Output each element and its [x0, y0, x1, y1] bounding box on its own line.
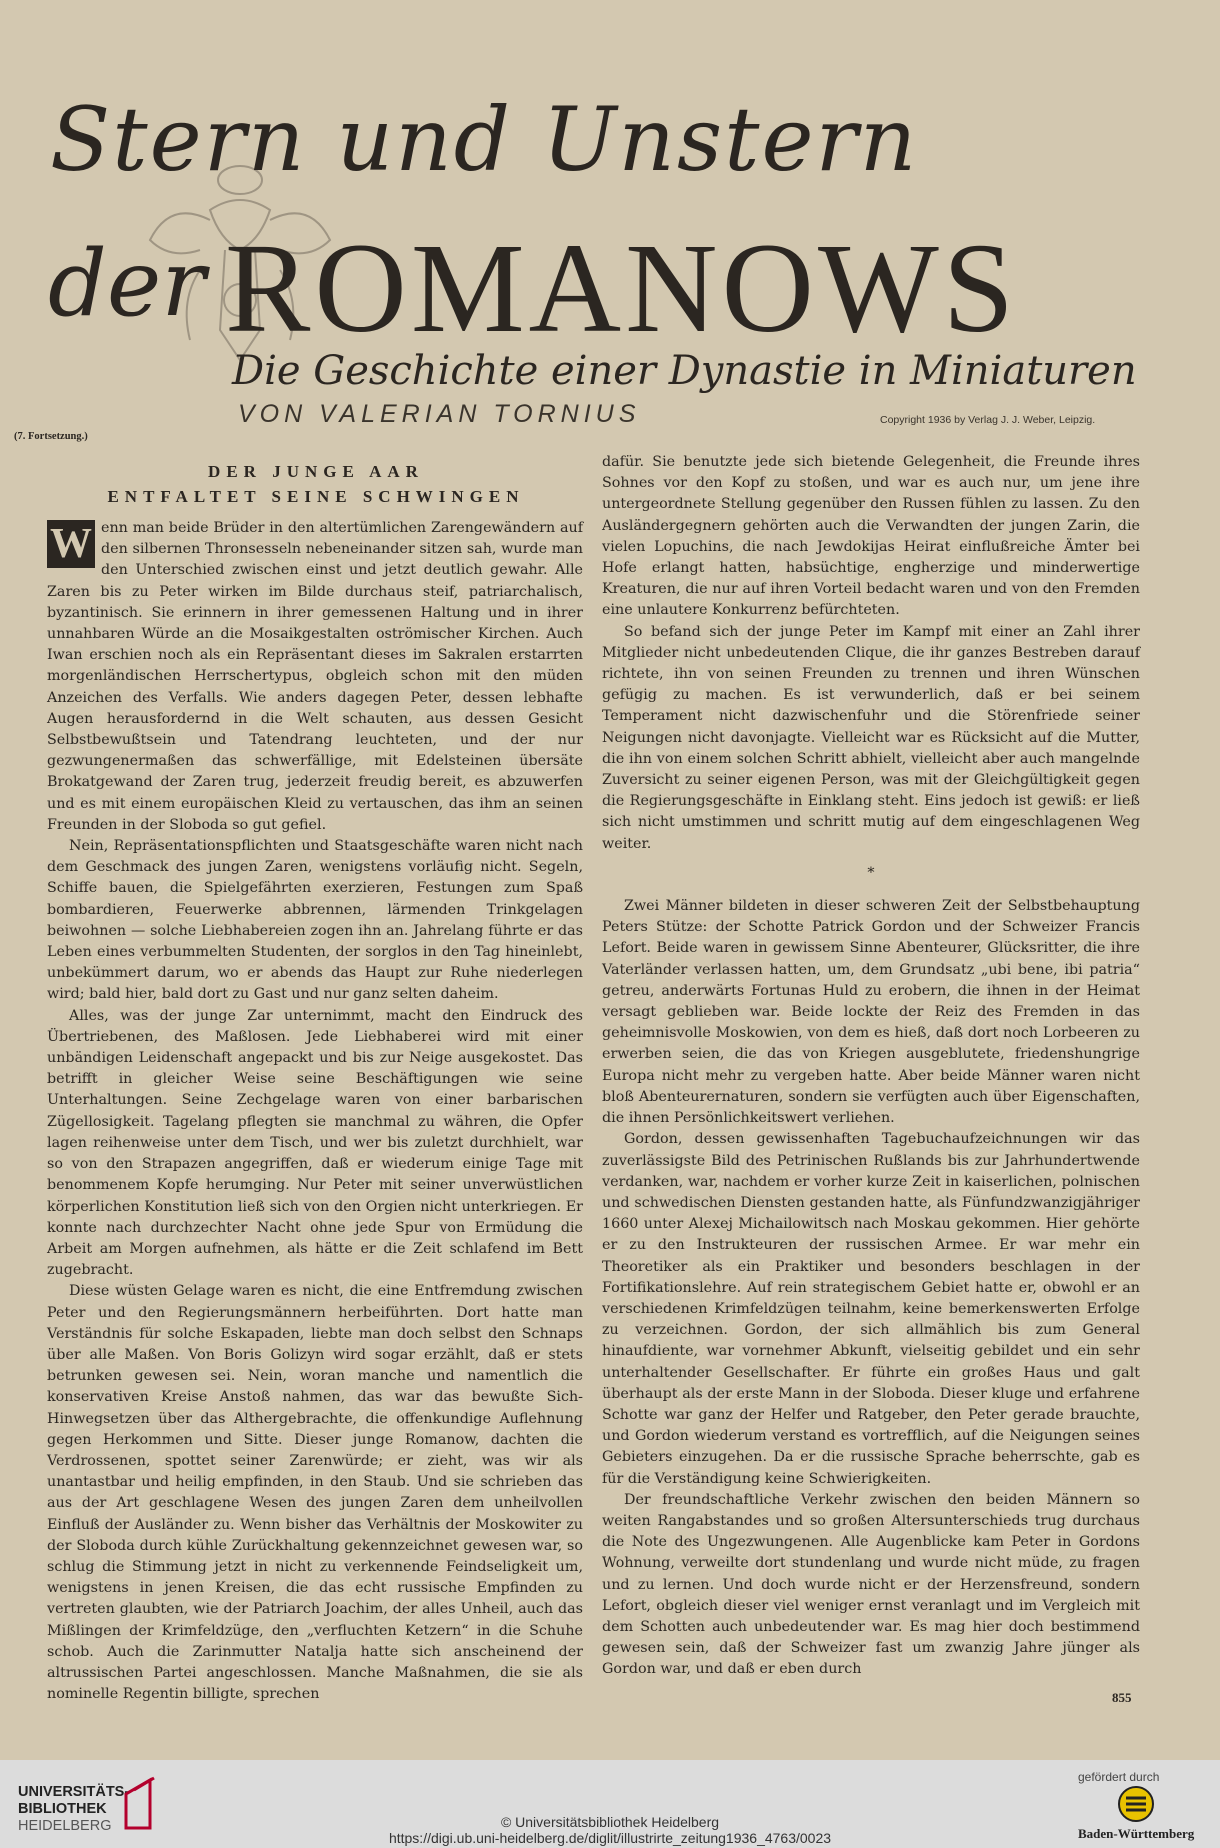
footer-url[interactable]: https://digi.ub.uni-heidelberg.de/diglit/illustrirte_zeitung1936_4763/0023 — [388, 1830, 832, 1846]
title-der: der — [48, 230, 206, 337]
library-name[interactable]: UNIVERSITÄTS- BIBLIOTHEK HEIDELBERG — [18, 1784, 130, 1834]
sponsor-name: Baden-Württemberg — [1078, 1826, 1195, 1841]
right-column — [602, 452, 1140, 1681]
title-script: Stern und Unstern — [50, 88, 919, 191]
footer-copyright: © Universitätsbibliothek Heidelberg — [500, 1814, 720, 1830]
baden-wuerttemberg-crest-icon[interactable] — [1118, 1786, 1154, 1822]
paragraph-text: enn man beide Brüder in den altertümlichen Zarengewändern auf den silbernen Thronsesseln nebeneinander sitzen sah, wurde man den Unterschied zwischen einst und jetzt deutlich gewahr. Alle Zaren bis zu Peter wirken im Bilde durchaus steif, patriarchalisch, byzantinisch. Sie erinnern in ihrer gemessenen Haltung und in ihrer unnahbaren Würde an die Mosaikgestalten oströmischer Kirchen. Auch Iwan erschien noch als ein Repräsentant dieses im Sakralen erstarrten morgenländischen Herrschertypus, obgleich schon mit den müden Anzeichen des Verfalls. Wie anders dagegen Peter, dessen lebhafte Augen herausfordernd in die Welt schauten, aus dessen Gesicht Selbstbewußtsein und Tatendrang leuchteten, und der nur gezwungenermaßen das schwerfällige, mit Edelsteinen übersäte Brokatgewand der Zaren trug, jederzeit freudig bereit, es abzuwerfen und es mit einem europäischen Kleid zu vertauschen, das ihm an seinen Freunden in der Sloboda so gut gefiel. — [47, 520, 583, 833]
viewer-footer — [0, 1760, 1220, 1848]
author: VON VALERIAN TORNIUS — [238, 400, 641, 428]
drop-cap: W — [47, 520, 95, 568]
section-separator: * — [867, 864, 875, 881]
section-heading-line2: ENTFALTET SEINE SCHWINGEN — [107, 487, 525, 506]
paragraph: Nein, Repräsentationspflichten und Staatsgeschäfte waren nicht nach dem Geschmack des jungen Zaren, wenigstens vorläufig nicht. Segeln, Schiffe bauen, die Spielgefährten exerzieren, Festungen zum Spaß bombardieren, Feuerwerke abbrennen, lärmenden Trinkgelagen beiwohnen — solche Liebhabereien zogen ihn an. Jahrelang führte er das Leben eines verbummelten Studenten, der sorglos in den Tag hineinlebt, unbekümmert darum, wo er abends das Haupt zur Ruhe niederlegen wird; bald hier, bald dort zu Gast und nur ganz selten daheim. — [47, 838, 583, 1003]
paragraph: Diese wüsten Gelage waren es nicht, die eine Entfremdung zwischen Peter und den Regierungsmännern herbeiführten. Dort hatte man Verständnis für solche Eskapaden, liebte man doch selbst den Schnaps über alle Maßen. Von Boris Golizyn wird sogar erzählt, daß er stets betrunken gewesen sei. Nein, woran manche und namentlich die konservativen Kreise Anstoß nahmen, das war das bewußte Sich-Hinwegsetzen über das Althergebrachte, die offenkundige Auflehnung gegen Herkommen und Sitte. Dieser junge Romanow, dachten die Verdrossenen, spottet seiner Zarenwürde; er zieht, was wir als unantastbar und heilig empfinden, in den Staub. Und sie schrieben das aus der Art geschlagene Wesen des jungen Zaren dem unheilvollen Einfluß der Ausländer zu. Wenn bisher das Verhältnis der Moskowiter zu der Sloboda durch kühle Zurückhaltung gekennzeichnet gewesen war, so schlug die Stimmung jetzt in nicht zu verkennende Feindseligkeit um, wenigstens in jenen Kreisen, die das echt russische Empfinden zu vertreten glaubten, wie der Patriarch Joachim, der alles Unheil, auch das Mißlingen der Krimfeldzüge, den „verfluchten Ketzern“ in die Schuhe schob. Auch die Zarinmutter Natalja hatte sich anscheinend der altrussischen Partei angeschlossen. Manche Maßnahmen, die sie als nominelle Regentin billigte, sprechen — [47, 1283, 583, 1703]
continuation-note: (7. Fortsetzung.) — [14, 431, 88, 442]
sponsor-label: gefördert durch — [1078, 1770, 1160, 1784]
paragraph: So befand sich der junge Peter im Kampf mit einer an Zahl ihrer Mitglieder nicht unbedeutenden Clique, die ihr ganzes Bestreben darauf richtete, ihn von seinen Freunden zu trennen und ihren Wünschen gefügig zu machen. Es ist verwunderlich, daß er bei seinem Temperament nicht dazwischenfuhr und die Störenfriede seiner Neigungen nicht davonjagte. Vielleicht war es Rücksicht auf die Mutter, die ihn von einem solchen Schritt abhielt, vielleicht aber auch mangelnde Zuversicht zu seiner eigenen Person, was mit der Gleichgültigkeit gegen die Regierungsgeschäfte in Einklang steht. Eins jedoch ist gewiß: er ließ sich nicht umstimmen und schritt mutig auf dem eingeschlagenen Weg weiter. — [602, 623, 1140, 852]
copyright-note: Copyright 1936 by Verlag J. J. Weber, Leipzig. — [880, 414, 1096, 426]
paragraph: Gordon, dessen gewissenhaften Tagebuchaufzeichnungen wir das zuverlässigste Bild des Petrinischen Rußlands bis zur Jahrhundertwende verdanken, war, nachdem er vorher kurze Zeit in kaiserlichen, polnischen und schwedischen Diensten gestanden hatte, als Fünfundzwanzigjähriger 1660 unter Alexej Michailowitsch nach Moskau gekommen. Hier gehörte er zu den Instrukteuren der russischen Armee. Er war mehr ein Theoretiker als ein Praktiker und besonders beschlagen in der Fortifikationslehre. Auf rein strategischem Gebiet hatte er, obwohl er an verschiedenen Krimfeldzügen teilnahm, keine bemerkenswerten Erfolge zu verzeichnen. Gordon, der sich allmählich bis zum General hinaufdiente, war vornehmer Abkunft, vielseitig gebildet und ein sehr unterhaltender Gesellschafter. Er führte ein großes Haus und galt überhaupt als der erste Mann in der Sloboda. Dieser kluge und erfahrene Schotte war ganz der Helfer und Ratgeber, den Peter gerade brauchte, und Gordon wiederum verstand es vortrefflich, auf die Neigungen seines Gebieters einzugehen. Da er die russische Sprache beherrschte, gab es für die Verständigung keine Schwierigkeiten. — [602, 1131, 1140, 1487]
paragraph: Zwei Männer bildeten in dieser schweren Zeit der Selbstbehauptung Peters Stütze: der Schotte Patrick Gordon und der Schweizer Francis Lefort. Beide waren in gewissem Sinne Abenteurer, Glücksritter, die ihre Vaterländer verlassen hatten, um, dem Grundsatz „ubi bene, ibi patria“ getreu, anderwärts Fortunas Huld zu erobern, die ihnen in der Heimat versagt geblieben war. Beide lockte der Reiz des Fremden in das geheimnisvolle Moskowien, von dem es hieß, daß dort noch Lorbeeren zu erwerben seien, die das von Kriegen ausgeblutete, friedenshungrige Europa nicht mehr zu vergeben hatte. Aber beide Männer waren nicht bloß Abenteurernaturen, sondern sie verfügten auch über Eigenschaften, die ihnen Persönlichkeitswert verliehen. — [602, 898, 1140, 1127]
subtitle: Die Geschichte einer Dynastie in Miniaturen — [232, 348, 1137, 394]
title-romanows: ROMANOWS — [225, 217, 1018, 359]
paragraph: dafür. Sie benutzte jede sich bietende Gelegenheit, die Freunde ihres Sohnes vor den Kopf zu stoßen, und war es auch nur, um jene ihre untergeordnete Stellung gegenüber den Russen fühlen zu lassen. Zu den Ausländergegnern gehörten auch die Verwandten der jungen Zarin, die vielen Lopuchins, die nach Jewdokijas Heirat einflußreiche Ämter bei Hofe erlangt hatten, habsüchtige, engherzige und minderwertige Kreaturen, die nur auf ihren Vorteil bedacht waren und von den Fremden eine unlautere Konkurrenz befürchteten. — [602, 454, 1140, 619]
section-heading-line1: DER JUNGE AAR — [208, 462, 424, 481]
page-number: 855 — [1112, 1690, 1132, 1705]
left-column — [47, 518, 583, 1705]
paragraph — [47, 518, 583, 836]
paragraph: Alles, was der junge Zar unternimmt, macht den Eindruck des Übertriebenen, des Maßlosen. Jede Liebhaberei wird mit einer unbändigen Leidenschaft angepackt und bis zur Neige ausgekostet. Das betrifft in gleicher Weise seine Beschäftigungen wie seine Unterhaltungen. Seine Zechgelage waren von einer barbarischen Zügellosigkeit. Tagelang pflegten sie manchmal zu währen, die Opfer lagen reihenweise unter dem Tisch, und wer bis zuletzt durchhielt, war so von den Strapazen angegriffen, daß er wiederum einige Tage mit benommenem Kopfe herumging. Nur Peter mit seiner unverwüstlichen körperlichen Konstitution ließ sich von den Orgien nicht unterkriegen. Er konnte nach durchzechter Nacht ohne jede Spur von Ermüdung die Arbeit am Morgen aufnehmen, als hätte er die Zeit schlafend im Bett zugebracht. — [47, 1007, 583, 1279]
paragraph: Der freundschaftliche Verkehr zwischen den beiden Männern so weiten Rangabstandes und so großen Altersunterschieds trug durchaus die Note des Ungezwungenen. Alle Augenblicke kam Peter in Gordons Wohnung, verweilte dort stundenlang und wurde nicht müde, zu fragen und zu lernen. Und doch wurde nicht er der Herzensfreund, sondern Lefort, obgleich dieser viel weniger ernst veranlagt und im Vergleich mit dem Schotten auch unbedeutender war. Es mag hier doch bestimmend gewesen sein, daß der Schweizer fast um zwanzig Jahre jünger als Gordon war, und daß er eben durch — [602, 1491, 1140, 1678]
